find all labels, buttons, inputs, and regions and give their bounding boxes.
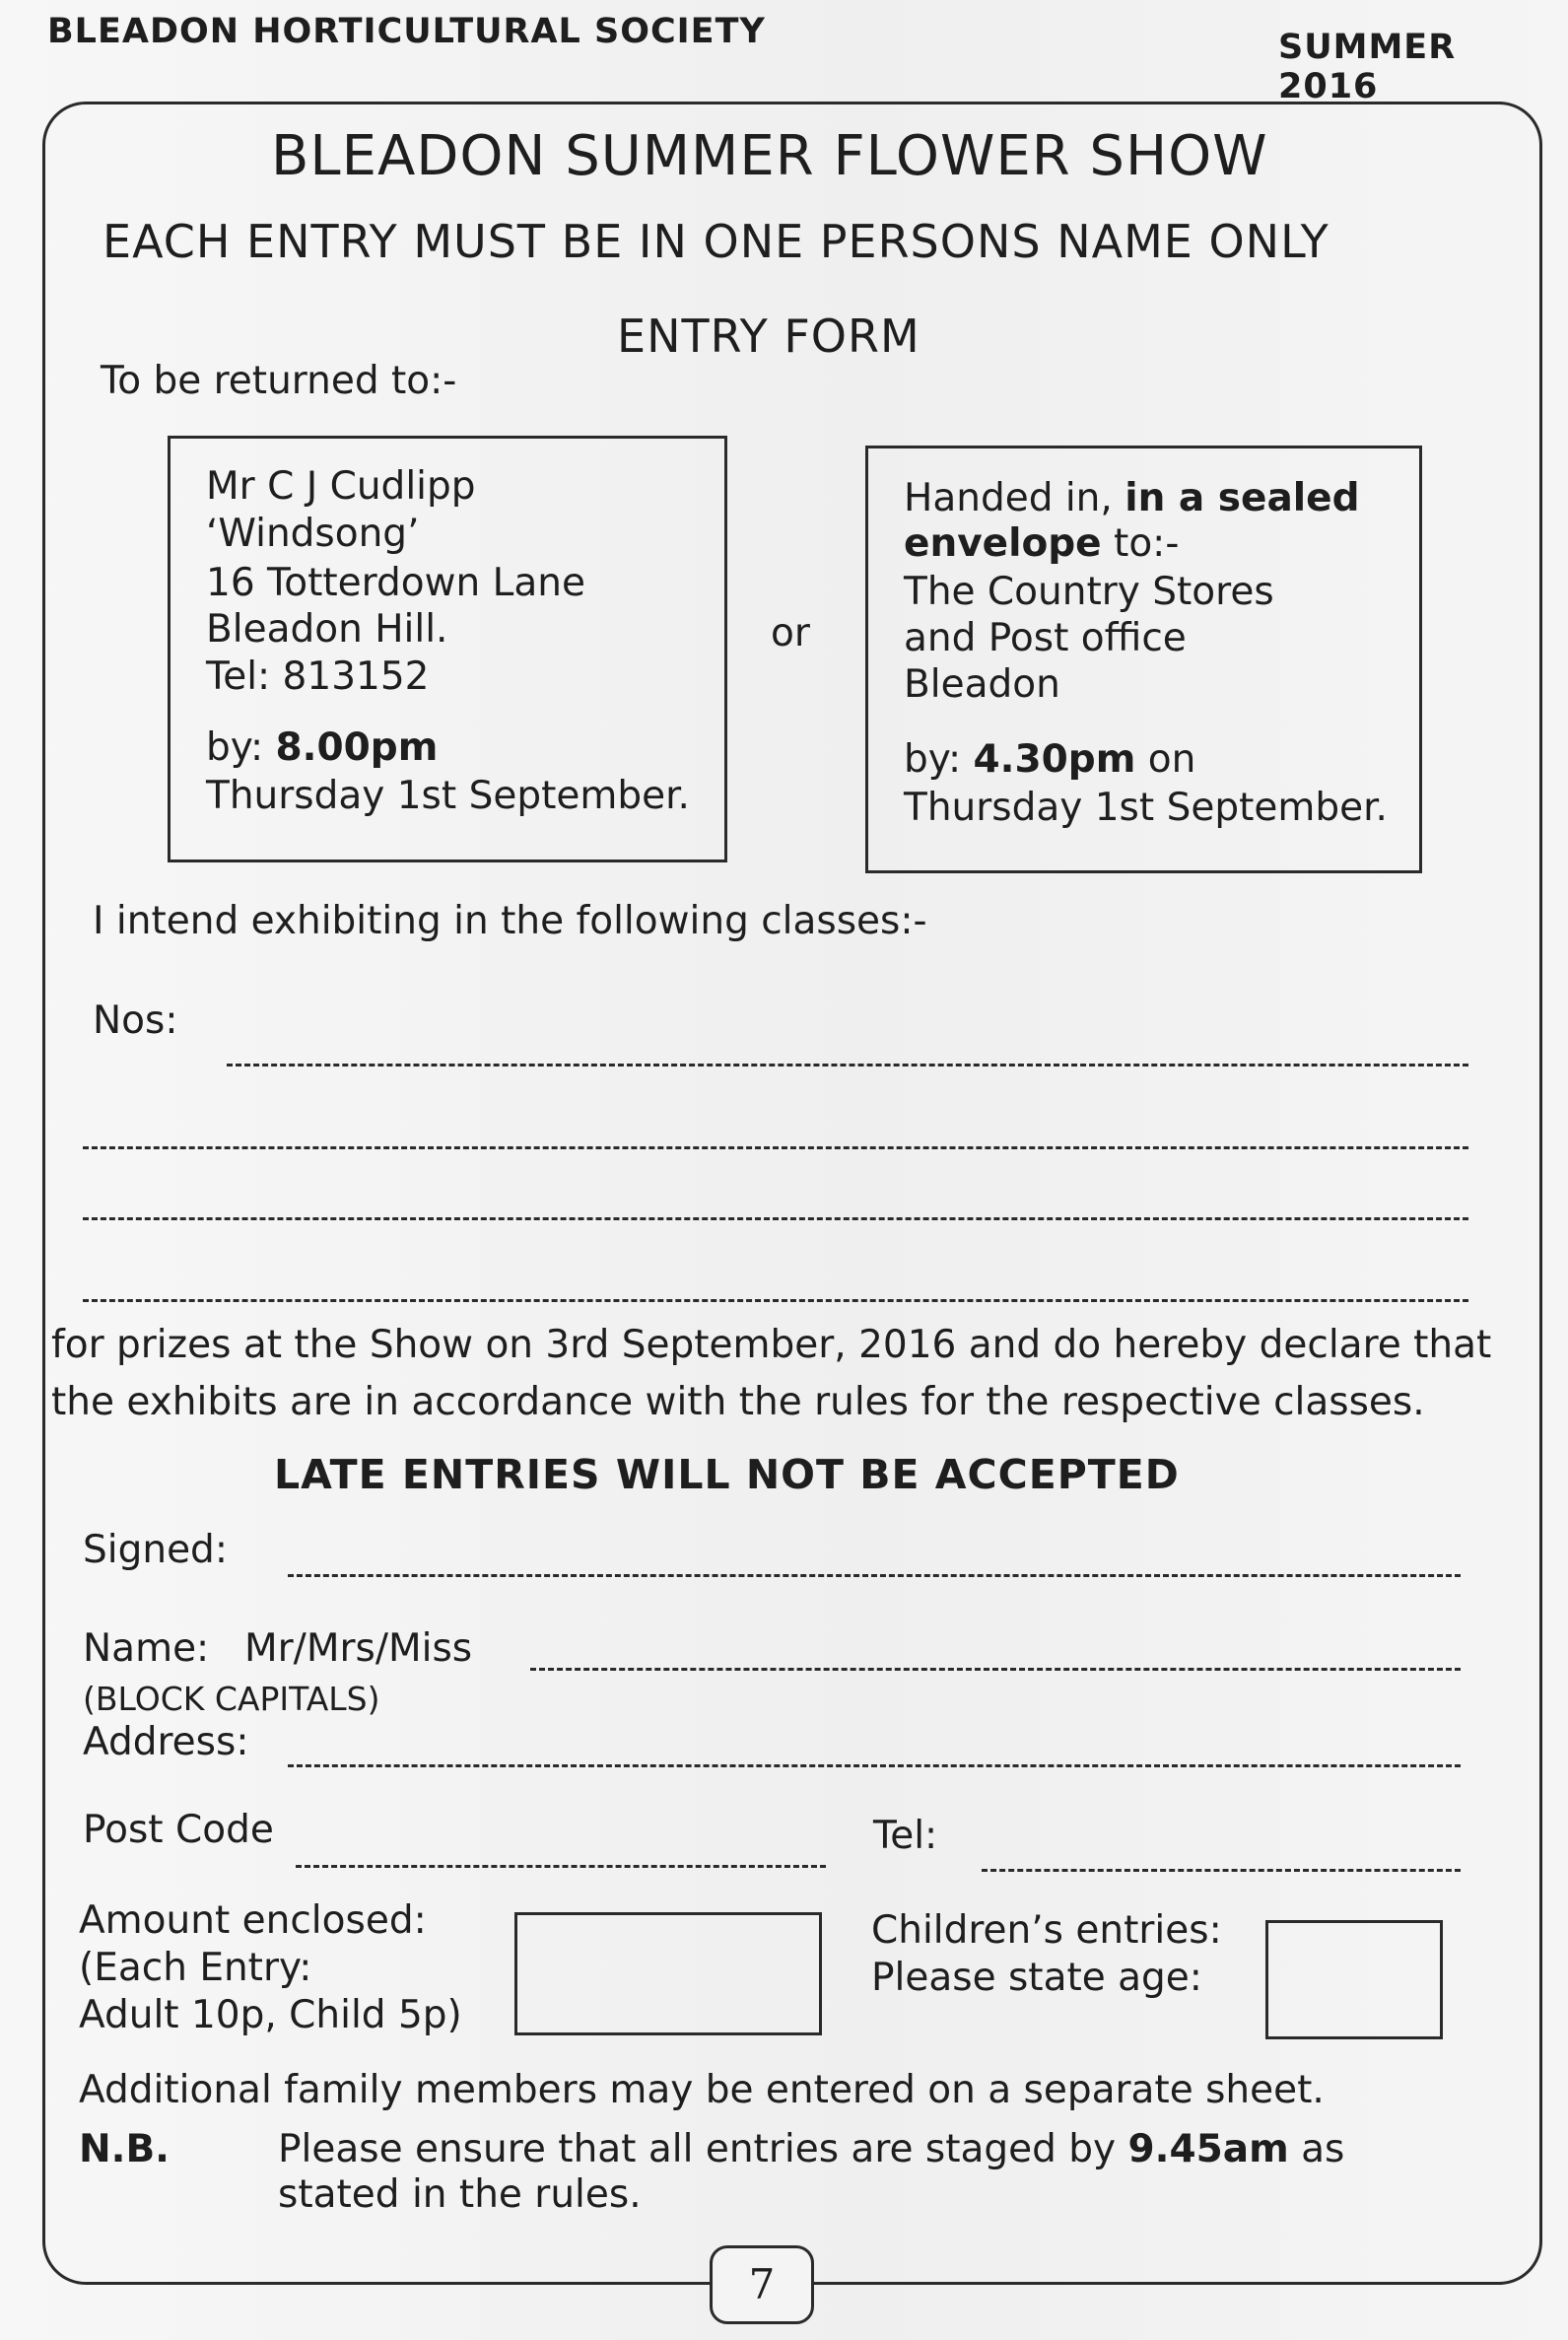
amount-each-entry: (Each Entry: (79, 1946, 312, 1990)
hand-in-deadline (904, 736, 1195, 784)
declaration-line-1: for prizes at the Show on 3rd September, 2016 and do hereby declare that (51, 1323, 1492, 1367)
tel-label: Tel: (873, 1814, 938, 1858)
show-title: BLEADON SUMMER FLOWER SHOW (271, 124, 1268, 188)
hand-in-line (904, 475, 1360, 522)
children-age-box[interactable] (1265, 1920, 1443, 2039)
sealed-text: in a sealed (1125, 476, 1360, 520)
tel-line[interactable] (982, 1869, 1461, 1872)
name-label: Name: (83, 1626, 210, 1671)
amount-box[interactable] (514, 1912, 822, 2035)
deadline-time-value: 8.00pm (275, 725, 439, 770)
nos-entry-line-3[interactable] (83, 1217, 1468, 1220)
entry-form-heading: ENTRY FORM (617, 310, 920, 363)
signature-line[interactable] (288, 1574, 1461, 1577)
nos-entry-line-2[interactable] (83, 1146, 1468, 1149)
additional-members-note: Additional family members may be entered on a separate sheet. (79, 2068, 1325, 2112)
name-title-options: Mr/Mrs/Miss (244, 1626, 473, 1671)
nos-entry-line-4[interactable] (83, 1299, 1468, 1302)
address-label: Address: (83, 1720, 249, 1764)
store-name: The Country Stores (904, 570, 1274, 614)
children-age-label: Please state age: (871, 1956, 1202, 2000)
hand-in-box (865, 446, 1422, 873)
store-town: Bleadon (904, 662, 1060, 707)
hand-in-time-value: 4.30pm (973, 737, 1136, 782)
address-line[interactable] (288, 1764, 1461, 1767)
declaration-line-2: the exhibits are in accordance with the rules for the respective classes. (51, 1380, 1425, 1424)
envelope-text: envelope (904, 521, 1102, 566)
town: Bleadon Hill. (206, 607, 448, 652)
children-entries-label: Children’s entries: (871, 1908, 1222, 1953)
return-to-label: To be returned to:- (101, 359, 457, 403)
on-text: on (1135, 737, 1196, 782)
post-office: and Post office (904, 616, 1187, 660)
amount-prices: Adult 10p, Child 5p) (79, 1993, 462, 2037)
envelope-line (904, 520, 1179, 568)
late-entries-notice: LATE ENTRIES WILL NOT BE ACCEPTED (274, 1451, 1180, 1498)
hand-in-date: Thursday 1st September. (904, 786, 1388, 830)
to-text: to:- (1101, 521, 1180, 566)
amount-label: Amount enclosed: (79, 1898, 427, 1943)
block-capitals-note: (BLOCK CAPITALS) (83, 1680, 380, 1718)
return-address-box (168, 436, 727, 862)
nos-label: Nos: (93, 998, 178, 1043)
nb-text-line-1 (278, 2127, 1344, 2171)
classes-intro: I intend exhibiting in the following classes:- (93, 899, 927, 943)
name-line[interactable] (530, 1668, 1461, 1671)
page-number: 7 (710, 2245, 814, 2324)
entry-rule: EACH ENTRY MUST BE IN ONE PERSONS NAME ONLY (102, 215, 1329, 268)
street-address: 16 Totterdown Lane (206, 561, 585, 605)
nos-entry-line-1[interactable] (227, 1064, 1468, 1067)
post-code-line[interactable] (296, 1865, 826, 1868)
society-header: BLEADON HORTICULTURAL SOCIETY (47, 12, 766, 51)
by-label: by: (904, 737, 974, 782)
or-separator: or (771, 611, 810, 655)
nb-text-end: as (1288, 2127, 1345, 2171)
nb-label: N.B. (79, 2127, 170, 2171)
by-label: by: (206, 725, 276, 770)
deadline-date: Thursday 1st September. (206, 774, 690, 818)
telephone: Tel: 813152 (206, 654, 430, 699)
handed-in-text: Handed in, (904, 476, 1125, 520)
nb-text-start: Please ensure that all entries are staged by (278, 2127, 1128, 2171)
staging-time: 9.45am (1127, 2127, 1289, 2171)
recipient-name: Mr C J Cudlipp (206, 464, 476, 509)
deadline-time (206, 724, 438, 772)
signed-label: Signed: (83, 1528, 228, 1572)
nb-text-line-2: stated in the rules. (278, 2172, 642, 2217)
house-name: ‘Windsong’ (206, 512, 420, 556)
edition-header: SUMMER 2016 (1278, 28, 1457, 106)
post-code-label: Post Code (83, 1808, 274, 1852)
